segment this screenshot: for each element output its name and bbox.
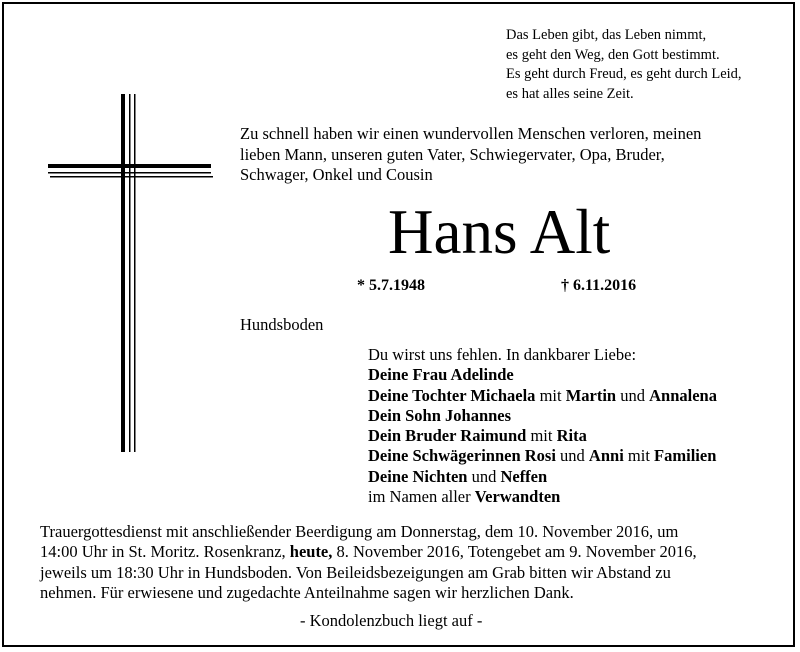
mourner-son: Dein Sohn Johannes xyxy=(368,405,512,425)
service-info xyxy=(40,522,697,603)
mourners-intro: Du wirst uns fehlen. In dankbarer Liebe: xyxy=(368,345,637,364)
mourner-brother: Dein Bruder Raimund xyxy=(368,426,527,446)
intro-line: Schwager, Onkel und Cousin xyxy=(240,165,433,184)
mourner-families: Familien xyxy=(654,446,717,466)
poem xyxy=(506,26,742,104)
mourner-sisters-in-law: Deine Schwägerinnen Rosi xyxy=(368,446,556,466)
intro-line: lieben Mann, unseren guten Vater, Schwiegervater, Opa, Bruder, xyxy=(240,144,665,164)
mourner-grandchild: Annalena xyxy=(649,385,717,405)
on-behalf-text: im Namen aller xyxy=(368,487,475,507)
place-of-residence: Hundsboden xyxy=(240,315,324,334)
service-line: nehmen. Für erwiesene und zugedachte Anteilnahme sagen wir herzlichen Dank. xyxy=(40,582,574,602)
latin-cross-icon xyxy=(38,94,218,454)
mourner-daughter: Deine Tochter Michaela xyxy=(368,385,536,405)
connector-text: und xyxy=(467,466,501,486)
poem-line: Das Leben gibt, das Leben nimmt, xyxy=(506,27,707,43)
condolence-note: - Kondolenzbuch liegt auf - xyxy=(300,611,483,630)
mourner-nieces: Deine Nichten xyxy=(368,466,468,486)
mourner-nephews: Neffen xyxy=(500,466,548,486)
connector-text: mit xyxy=(535,385,566,405)
deceased-name: Hans Alt xyxy=(388,197,611,267)
mourner-relatives: Verwandten xyxy=(474,487,561,507)
mourners-list xyxy=(368,345,717,507)
connector-text: mit xyxy=(526,426,557,446)
service-line-part: 14:00 Uhr in St. Moritz. Rosenkranz, xyxy=(40,542,290,562)
death-date: † 6.11.2016 xyxy=(561,277,637,294)
service-today: heute, xyxy=(289,542,333,562)
connector-text: und xyxy=(616,385,650,405)
connector-text: und xyxy=(555,446,589,466)
birth-date: * 5.7.1948 xyxy=(357,277,425,294)
service-line: Trauergottesdienst mit anschließender Beerdigung am Donnerstag, dem 10. November 2016, um xyxy=(40,522,679,541)
mourner-brother-partner: Rita xyxy=(556,426,587,446)
intro-text xyxy=(240,124,701,186)
connector-text: mit xyxy=(623,446,655,466)
poem-line: Es geht durch Freud, es geht durch Leid, xyxy=(506,66,742,82)
intro-line: Zu schnell haben wir einen wundervollen Menschen verloren, meinen xyxy=(240,124,702,143)
poem-line: es geht den Weg, den Gott bestimmt. xyxy=(506,46,720,63)
service-line-part: 8. November 2016, Totengebet am 9. November 2016, xyxy=(332,542,697,562)
service-line: jeweils um 18:30 Uhr in Hundsboden. Von Beileidsbezeigungen am Grab bitten wir Abstand zu xyxy=(40,562,671,582)
mourner-daughter-partner: Martin xyxy=(565,385,617,405)
mourner-sister-in-law: Anni xyxy=(588,446,624,466)
poem-line: es hat alles seine Zeit. xyxy=(506,85,634,102)
mourner-wife: Deine Frau Adelinde xyxy=(368,365,514,385)
